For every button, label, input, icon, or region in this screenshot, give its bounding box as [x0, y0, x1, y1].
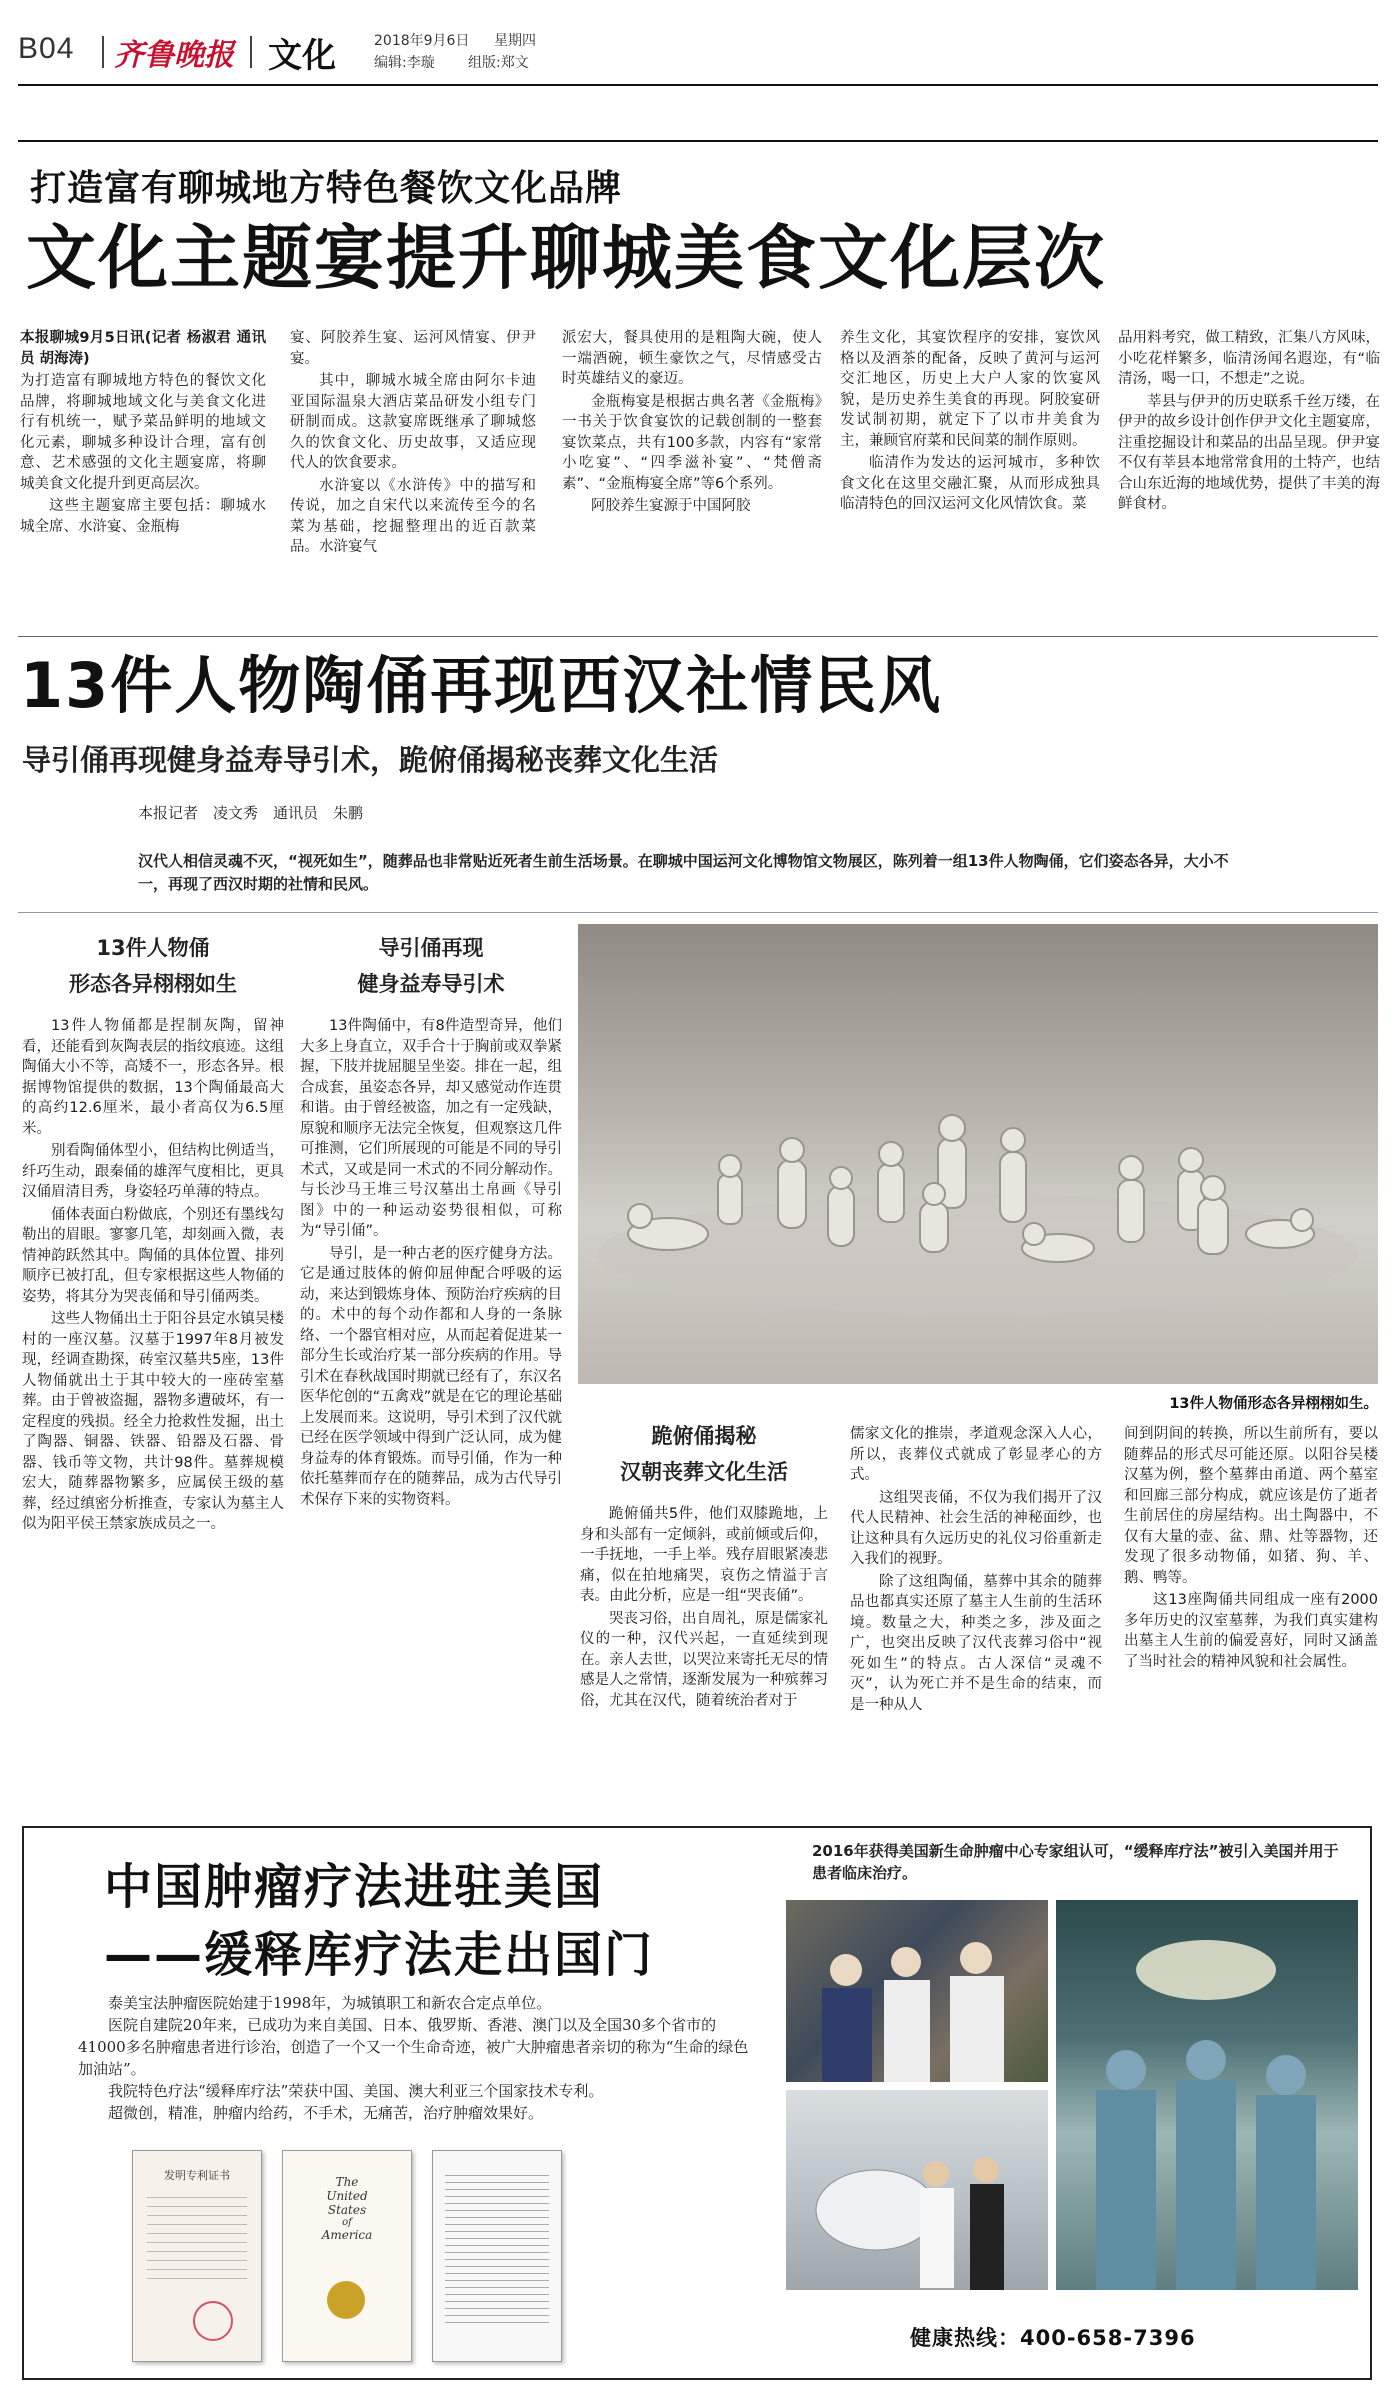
article1-headline: 文化主题宴提升聊城美食文化层次: [26, 217, 1106, 299]
section3-body-c: [1124, 1424, 1378, 1674]
article1-column-5: [1118, 328, 1380, 517]
certificate-lines: [445, 2175, 549, 2325]
article1-byline: 本报聊城9月5日讯(记者 杨淑君 通讯员 胡海涛): [20, 330, 266, 367]
section2-title-line1: 导引俑再现: [378, 936, 484, 960]
article1-paragraph: 养生文化，其宴饮程序的安排，宴饮风格以及酒茶的配备，反映了黄河与运河交汇地区，历史上大户人家的饮宴风貌，是历史养生美食的再现。阿胶宴研发试制初期，就定下了以市井美食为主，兼顾官府菜和民间菜的制作原则。: [840, 330, 1100, 449]
section3-body-b: [850, 1424, 1102, 1717]
ad-photo-group: [786, 1900, 1048, 2082]
article1-paragraph: 金瓶梅宴是根据古典名著《金瓶梅》一书关于饮食宴饮的记载创制的一整套宴饮菜点，共有100多款，内容有“家常小吃宴”、“四季滋补宴”、“梵僧斋素”、“金瓶梅宴全席”等6个系列。: [562, 393, 822, 492]
patent-certificate-us: [282, 2150, 412, 2362]
section1-body: [22, 1016, 284, 1537]
section3-paragraph: 这13座陶俑共同组成一座有2000多年历史的汉室墓葬，为我们真实建构出墓主人生前的偏爱喜好，同时又涵盖了当时社会的精神风貌和社会属性。: [1124, 1592, 1378, 1670]
section1-paragraph: 这些人物俑出土于阳谷县定水镇吴楼村的一座汉墓。汉墓于1997年8月被发现，经调查勘探，砖室汉墓共5座，13件人物俑就出土于其中较大的一座砖室墓葬。由于曾被盗掘，器物多遭破坏，有一定程度的残损。经全力抢救性发掘，出土了陶器、铜器、铁器、铅器及石器、骨器、钱币等文物，共计98件。墓葬规模宏大，随葬器物繁多，应属侯王级的墓葬，经过缜密分析推查，专家认为墓主人似为阳平侯王禁家族成员之一。: [22, 1311, 284, 1532]
article2-headline: 13件人物陶俑再现西汉社情民风: [20, 649, 943, 722]
people-icon: [786, 1900, 1048, 2082]
section3-paragraph: 这组哭丧俑，不仅为我们揭开了汉代人民精神、社会生活的神秘面纱，也让这种具有久远历史的礼仪习俗重新走入我们的视野。: [850, 1489, 1102, 1567]
masthead: [18, 28, 1378, 78]
section3-paragraph: 间到阴间的转换，所以生前所有，要以随葬品的形式尽可能还原。以阳谷吴楼汉墓为例，整个墓葬由甬道、两个墓室和回廊三部分构成，就应该是仿了逝者生前居住的房屋结构。出土陶器中，不仅有大量的壶、盆、鼎、灶等器物，还发现了很多动物俑，如猪、狗、羊、鹅、鸭等。: [1124, 1426, 1378, 1586]
masthead-divider: [102, 36, 104, 68]
article1-column-3: [562, 328, 822, 519]
photo-caption: 13件人物俑形态各异栩栩如生。: [1169, 1396, 1378, 1412]
masthead-divider: [250, 36, 252, 68]
article1-paragraph: 莘县与伊尹的历史联系千丝万缕，在伊尹的故乡设计创作伊尹文化主题宴席，注重挖掘设计和菜品的出品呈现。伊尹宴不仅有莘县本地常常食用的土特产，也结合山东近海的地域优势，提供了丰美的海鲜食材。: [1118, 393, 1380, 512]
section2-title: [300, 930, 562, 1002]
masthead-rule: [18, 84, 1378, 86]
ad-body-line: 医院自建院20年来，已成功为来自美国、日本、俄罗斯、香港、澳门以及全国30多个省市的41000多名肿瘤患者进行诊治，创造了一个又一个生命奇迹，被广大肿瘤患者亲切的称为“生命的绿色加油站”。: [78, 2016, 749, 2078]
section2-title-line2: 健身益寿导引术: [357, 972, 505, 996]
section2-paragraph: 导引，是一种古老的医疗健身方法。它是通过肢体的俯仰屈伸配合呼吸的运动，来达到锻炼身体、预防治疗疾病的目的。术中的每个动作都和人身的一条脉络、一个器官相对应，从而起着促进某一部分生长或治疗某一部分疾病的作用。导引术在春秋战国时期就已经有了，东汉名医华佗创的“五禽戏”就是在它的理论基础上发展而来。这说明，导引术到了汉代就已经在医学领域中得到广泛认同，成为健身益寿的体育锻炼。而导引俑，作为一种依托墓葬而存在的随葬品，成为古代导引术保存下来的实物资料。: [300, 1245, 562, 1508]
article1-paragraph: 临清作为发达的运河城市，多种饮食文化在这里交融汇聚，从而形成独具临清特色的回汉运河文化风情饮食。菜: [840, 455, 1100, 512]
layout-credit: 组版:郑文: [468, 55, 529, 71]
ad-body-line: 超微创，精准，肿瘤内给药，不手术，无痛苦，治疗肿瘤效果好。: [108, 2104, 544, 2122]
ad-body: [78, 1992, 758, 2124]
ad-headline-line2: ——缓释库疗法走出国门: [104, 1927, 655, 1983]
section3-title: [580, 1418, 828, 1490]
issue-weekday: 星期四: [494, 33, 536, 49]
article1-column-4: [840, 328, 1100, 517]
section1-title-line2: 形态各异栩栩如生: [69, 972, 237, 996]
article1-paragraph: 派宏大，餐具使用的是粗陶大碗，使人一端酒碗，顿生豪饮之气，尽情感受古时英雄结义的豪迈。: [562, 330, 822, 387]
ad-caption: 2016年获得美国新生命肿瘤中心专家组认可，“缓释库疗法”被引入美国并用于患者临床治疗。: [812, 1842, 1339, 1882]
figurines-photo: [578, 924, 1378, 1384]
patent-certificate-cn: [132, 2150, 262, 2362]
editor-credit: 编辑:李璇: [374, 55, 435, 71]
article1-paragraph: 阿胶养生宴源于中国阿胶: [591, 498, 751, 514]
certificate-title: 发明专利证书: [164, 2169, 230, 2182]
article1-column-1: [20, 328, 266, 539]
ad-hotline: 健康热线：400-658-7396: [910, 2326, 1196, 2350]
article1-paragraph: 这些主题宴席主要包括：聊城水城全席、水浒宴、金瓶梅: [20, 498, 266, 535]
certificate-lines: [147, 2197, 247, 2287]
article1-paragraph: 为打造富有聊城地方特色的餐饮文化品牌，将聊城地域文化与美食文化进行有机统一，赋予菜品鲜明的地域文化元素，聊城多种设计合理，富有创意、艺术感强的文化主题宴席，将聊城美食文化提升到更高层次。: [20, 373, 266, 492]
article1-paragraph: 水浒宴以《水浒传》中的描写和传说，加之自宋代以来流传至今的名菜为基础，挖掘整理出的近百款菜品。水浒宴气: [290, 477, 536, 555]
figurines-illustration: [578, 924, 1378, 1384]
article2-lead: 汉代人相信灵魂不灭，“视死如生”，随葬品也非常贴近死者生前生活场景。在聊城中国运河文化博物馆文物展区，陈列着一组13件人物陶俑，它们姿态各异，大小不一，再现了西汉时期的社情和民风。: [138, 852, 1229, 893]
ad-body-line: 泰美宝法肿瘤医院始建于1998年，为城镇职工和新农合定点单位。: [108, 1994, 552, 2012]
ad-body-line: 我院特色疗法“缓释库疗法”荣获中国、美国、澳大利亚三个国家技术专利。: [108, 2082, 604, 2100]
surgery-team-icon: [1056, 1900, 1358, 2290]
section3-body-a: [580, 1504, 828, 1713]
article2-subheadline: 导引俑再现健身益寿导引术，跪俯俑揭秘丧葬文化生活: [22, 743, 719, 777]
section-rule: [18, 636, 1378, 637]
article1-column-2: [290, 328, 536, 560]
certificate-us-line: America: [321, 2228, 373, 2242]
certificate-seal-icon: [193, 2301, 233, 2341]
certificate-us-line: The: [335, 2175, 359, 2189]
section1-paragraph: 13件人物俑都是捏制灰陶，留神看，还能看到灰陶表层的指纹痕迹。这组陶俑大小不等，高矮不一，形态各异。根据博物馆提供的数据，13个陶俑最高大的高约12.6厘米，最小者高仅为6.5厘米。: [22, 1018, 284, 1137]
section2-body: [300, 1016, 562, 1512]
article1-kicker: 打造富有聊城地方特色餐饮文化品牌: [30, 168, 623, 209]
certificate-us-line: States: [327, 2203, 367, 2217]
section3-paragraph: 跪俯俑共5件，他们双膝跪地，上身和头部有一定倾斜，或前倾或后仰，一手抚地，一手上举。残存眉眼紧凑悲痛，似在拍地痛哭，哀伤之情溢于言表。由此分析，应是一组“哭丧俑”。: [580, 1506, 828, 1604]
ad-headline-line1: 中国肿瘤疗法进驻美国: [104, 1859, 605, 1915]
section3-paragraph: 哭丧习俗，出自周礼，原是儒家礼仪的一种，汉代兴起，一直延续到现在。亲人去世，以哭泣来寄托无尽的情感是人之常情，逐渐发展为一种殡葬习俗，尤其在汉代，随着统治者对于: [580, 1610, 828, 1709]
issue-date: 2018年9月6日: [374, 33, 470, 49]
certificate-us-line: United: [326, 2189, 368, 2203]
section3-paragraph: 儒家文化的推崇，孝道观念深入人心，所以，丧葬仪式就成了彰显孝心的方式。: [850, 1426, 1102, 1483]
certificate-seal-icon: [327, 2281, 365, 2319]
page-code: B04: [18, 32, 75, 65]
section1-paragraph: 别看陶俑体型小，但结构比例适当，纤巧生动，跟秦俑的雄浑气度相比，更具汉俑眉清目秀，身姿轻巧单薄的特点。: [22, 1143, 284, 1200]
section1-title: [22, 930, 284, 1002]
section2-paragraph: 13件陶俑中，有8件造型奇异，他们大多上身直立，双手合十于胸前或双拳紧握，下肢并拢屈腿呈坐姿。排在一起，组合成套，虽姿态各异，却又感觉动作连贯和谐。由于曾经被盗，加之有一定残缺，原貌和顺序无法完全恢复，但观察这几件可推测，它们所展现的可能是不同的导引术式，又或是同一术式的不同分解动作。与长沙马王堆三号汉墓出土帛画《导引图》中的一种运动姿势很相似，可称为“导引俑”。: [300, 1018, 562, 1239]
lead-rule: [18, 912, 1378, 913]
article1-paragraph: 宴、阿胶养生宴、运河风情宴、伊尹宴。: [290, 330, 536, 367]
patent-certificate-au: [432, 2150, 562, 2362]
article2-byline: 本报记者 凌文秀 通讯员 朱鹏: [138, 804, 364, 822]
doctors-icon: [786, 2090, 1048, 2290]
top-rule: [18, 140, 1378, 142]
paper-logo: 齐鲁晚报: [114, 38, 234, 73]
section3-title-line1: 跪俯俑揭秘: [651, 1424, 757, 1448]
section1-paragraph: 俑体表面白粉做底，个别还有墨线勾勒出的眉眼。寥寥几笔，却刻画入微，表情神韵跃然其中。陶俑的具体位置、排列顺序已被打乱，但专家根据这些人物俑的姿势，将其分为哭丧俑和导引俑两类。: [22, 1206, 284, 1305]
article1-paragraph: 其中，聊城水城全席由阿尔卡迪亚国际温泉大酒店菜品研发小组专门研制而成。这款宴席既继承了聊城悠久的饮食文化、历史故事，又适应现代人的饮食要求。: [290, 373, 536, 471]
ad-photo-doctors: [786, 2090, 1048, 2290]
section-name: 文化: [268, 36, 336, 76]
section1-title-line1: 13件人物俑: [96, 936, 210, 960]
article1-paragraph: 品用料考究，做工精致，汇集八方风味，小吃花样繁多，临清汤闻名遐迩，有“临清汤，喝一口，不想走”之说。: [1118, 330, 1380, 387]
section3-title-line2: 汉朝丧葬文化生活: [620, 1460, 788, 1484]
certificate-us-line: of: [342, 2217, 352, 2228]
ad-photo-surgery: [1056, 1900, 1358, 2290]
section3-paragraph: 除了这组陶俑，墓葬中其余的随葬品也都真实还原了墓主人生前的生活环境。数量之大，种类之多，涉及面之广，也突出反映了汉代丧葬习俗中“视死如生”的特点。古人深信“灵魂不灭”，认为死亡并不是生命的结束，而是一种从人: [850, 1573, 1102, 1713]
